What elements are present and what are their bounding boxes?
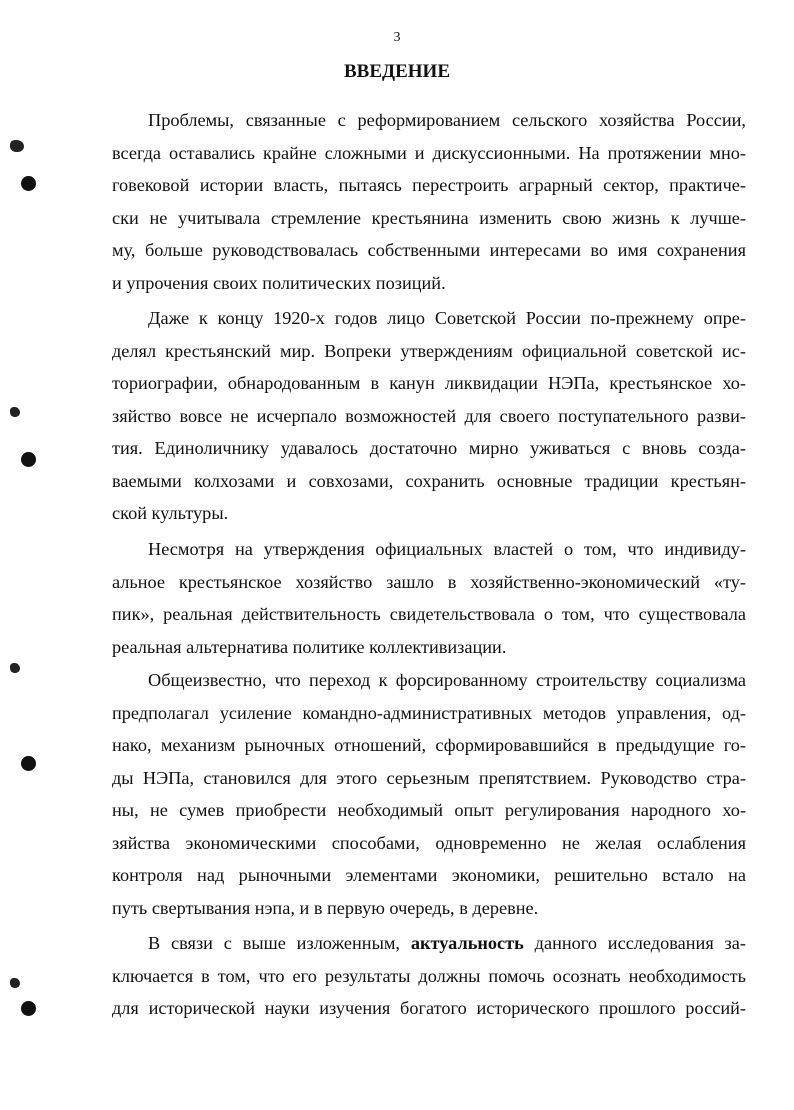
page-number: 3 (393, 30, 401, 45)
binding-mark (10, 663, 20, 673)
text-line: Общеизвестно, что переход к форсированному строительству социализма (148, 670, 746, 690)
binding-hole (21, 176, 36, 191)
binding-mark (10, 140, 24, 152)
text-line: путь свертывания нэпа, и в первую очередь, в деревне. (112, 897, 539, 918)
text-line: Несмотря на утверждения официальных властей о том, что индивиду- (148, 539, 746, 559)
binding-hole (21, 452, 36, 467)
text-line: предполагал усиление командно-административных методов управления, од- (112, 702, 746, 723)
text-line: ды НЭПа, становился для этого серьезным препятствием. Руководство стра- (112, 767, 746, 788)
text-line: зяйство вовсе не исчерпало возможностей для своего поступательного разви- (112, 405, 746, 426)
text-line: ваемыми колхозами и совхозами, сохранить основные традиции крестьян- (112, 470, 746, 491)
text-line: тия. Единоличнику удавалось достаточно мирно уживаться с вновь созда- (112, 438, 746, 458)
text-line: ключается в том, что его результаты должны помочь осознать необходимость (112, 965, 746, 986)
text-line: зяйства экономическими способами, одновременно не желая ослабления (112, 832, 746, 853)
text-line: пик», реальная действительность свидетельствовала о том, что существовала (112, 604, 746, 624)
text-line: ны, не сумев приобрести необходимый опыт регулирования народного хо- (112, 800, 746, 820)
text-line (112, 927, 746, 960)
page-title: ВВЕДЕНИЕ (344, 61, 450, 82)
text-line: для исторической науки изучения богатого исторического прошлого россий- (112, 998, 746, 1018)
bold-term: актуальность (410, 933, 524, 953)
text-line: всегда оставались крайне сложными и дискуссионными. На протяжении мно- (112, 142, 746, 163)
text-line: ториографии, обнародованным в канун ликвидации НЭПа, крестьянское хо- (112, 373, 746, 393)
text-line: Проблемы, связанные с реформированием сельского хозяйства России, (148, 110, 746, 130)
paragraph-1 (112, 104, 746, 299)
paragraph-2 (112, 302, 746, 530)
paragraph-3 (112, 533, 746, 663)
text-line: му, больше руководствовалась собственными интересами во имя сохранения (112, 240, 746, 260)
text-line: говековой истории власть, пытаясь перестроить аграрный сектор, практиче- (112, 175, 746, 195)
text-line: Даже к концу 1920-х годов лицо Советской России по-прежнему опре- (148, 308, 746, 328)
binding-mark (10, 978, 20, 988)
text-line: контроля над рыночными элементами экономики, решительно встало на (112, 865, 746, 885)
text-line: реальная альтернатива политике коллективизации. (112, 636, 507, 657)
paragraph-4 (112, 664, 746, 924)
binding-hole (21, 756, 36, 771)
text-line: альное крестьянское хозяйство зашло в хозяйственно-экономический «ту- (112, 571, 746, 592)
text-line: и упрочения своих политических позиций. (112, 272, 446, 293)
text-run: В связи с выше изложенным, (148, 933, 411, 953)
text-run: данного исследования за- (523, 933, 746, 953)
binding-mark (10, 407, 20, 417)
binding-hole (21, 1001, 36, 1016)
text-line: ски не учитывала стремление крестьянина изменить свою жизнь к лучше- (112, 207, 746, 228)
text-line: ской культуры. (112, 503, 229, 523)
text-line: нако, механизм рыночных отношений, сформировавшийся в предыдущие го- (112, 735, 746, 755)
paragraph-5 (112, 927, 746, 1025)
text-line: делял крестьянский мир. Вопреки утверждениям официальной советской ис- (112, 340, 746, 361)
